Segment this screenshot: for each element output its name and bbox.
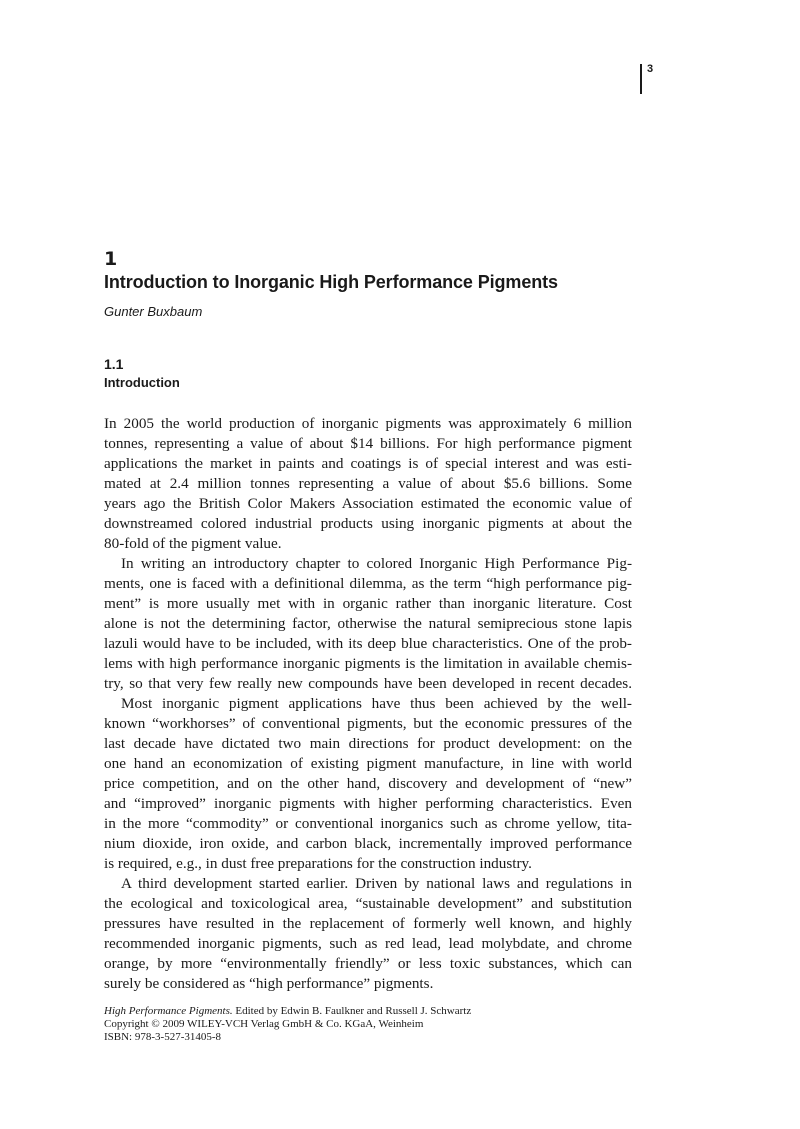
footer-copyright: Copyright © 2009 WILEY-VCH Verlag GmbH & Co. KGaA, Weinheim (104, 1018, 424, 1030)
footer-citation (104, 1005, 624, 1018)
page-number: 3 (647, 63, 654, 75)
body-line: applications the market in paints and coatings is of special interest and was esti- (104, 455, 632, 472)
body-line: nium dioxide, iron oxide, and carbon black, incrementally improved performance (104, 835, 632, 852)
body-line: lazuli would have to be included, with its deep blue characteristics. One of the prob- (104, 635, 632, 652)
body-line: orange, by more “environmentally friendly” or less toxic substances, which can (104, 955, 632, 972)
body-line: downstreamed colored industrial products using inorganic pigments at about the (104, 515, 632, 532)
body-line: In writing an introductory chapter to colored Inorganic High Performance Pig- (121, 555, 632, 572)
body-line: alone is not the determining factor, otherwise the natural semiprecious stone lapis (104, 615, 632, 632)
body-line: recommended inorganic pigments, such as red lead, lead molybdate, and chrome (104, 935, 632, 952)
body-line: surely be considered as “high performance” pigments. (104, 975, 434, 992)
body-line: is required, e.g., in dust free preparations for the construction industry. (104, 855, 532, 872)
section-title: Introduction (104, 375, 180, 390)
body-line: last decade have dictated two main directions for product development: on the (104, 735, 632, 752)
body-line: ment” is more usually met with in organic rather than inorganic literature. Cost (104, 595, 632, 612)
footer-editors: Edited by Edwin B. Faulkner and Russell J. Schwartz (232, 1005, 472, 1017)
body-line: known “workhorses” of conventional pigments, but the economic pressures of the (104, 715, 632, 732)
body-line: one hand an economization of existing pigment manufacture, in line with world (104, 755, 632, 772)
body-line: ments, one is faced with a definitional dilemma, as the term “high performance pig- (104, 575, 632, 592)
body-line: mated at 2.4 million tonnes representing a value of about $5.6 billions. Some (104, 475, 632, 492)
body-line: In 2005 the world production of inorganic pigments was approximately 6 million (104, 415, 632, 432)
body-line: tonnes, representing a value of about $14 billions. For high performance pigment (104, 435, 632, 452)
body-line: lems with high performance inorganic pigments is the limitation in available chemis- (104, 655, 632, 672)
body-line: pressures have resulted in the replacement of formerly well known, and highly (104, 915, 632, 932)
page-marker (640, 64, 653, 94)
body-line: price competition, and on the other hand, discovery and development of “new” (104, 775, 632, 792)
section-number: 1.1 (104, 356, 124, 372)
footer-book-title: High Performance Pigments. (104, 1005, 233, 1017)
chapter-number: 1 (104, 248, 118, 270)
body-line: 80-fold of the pigment value. (104, 535, 282, 552)
chapter-author: Gunter Buxbaum (104, 304, 203, 319)
body-line: years ago the British Color Makers Association estimated the economic value of (104, 495, 632, 512)
body-line: A third development started earlier. Driven by national laws and regulations in (121, 875, 632, 892)
footer-isbn: ISBN: 978-3-527-31405-8 (104, 1031, 222, 1043)
body-line: Most inorganic pigment applications have thus been achieved by the well- (121, 695, 632, 712)
body-text (104, 414, 632, 994)
page-number-rule (640, 64, 642, 94)
body-line: the ecological and toxicological area, “sustainable development” and substitution (104, 895, 632, 912)
body-line: try, so that very few really new compounds have been developed in recent decades. (104, 675, 632, 692)
publication-footer (104, 1005, 624, 1044)
body-line: and “improved” inorganic pigments with higher performing characteristics. Even (104, 795, 632, 812)
chapter-title: Introduction to Inorganic High Performance Pigments (104, 272, 558, 292)
body-line: in the more “commodity” or conventional inorganics such as chrome yellow, tita- (104, 815, 632, 832)
